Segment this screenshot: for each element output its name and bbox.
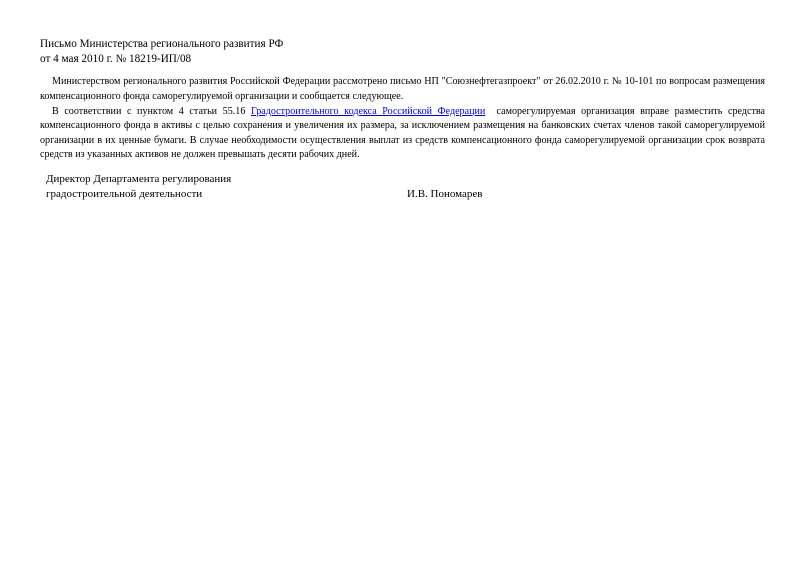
document-body — [40, 75, 768, 163]
signature-block — [46, 172, 231, 201]
code-reference-link[interactable]: Градостроительного кодекса Российской Федерации — [251, 105, 486, 117]
signature-title-line-1: Директор Департамента регулирования — [46, 173, 232, 185]
document-date-number: от 4 мая 2010 г. № 18219-ИП/08 — [40, 52, 192, 65]
document-heading — [40, 37, 283, 66]
paragraph-2 — [40, 105, 768, 163]
document-title: Письмо Министерства регионального развития РФ — [40, 38, 284, 50]
paragraph-1: Министерством регионального развития Российской Федерации рассмотрено письмо НП "Союзнефтегазпроект" от 26.02.2010 г. № 10-101 по вопросам размещения компенсационного фонда саморегулируемой организации и сообщается следующее. — [40, 76, 765, 102]
paragraph-2-end: саморегулируемая организация вправе разместить средства компенсационного фонда в активы с целью сохранения и увеличения их размера, за исключением размещения на банковских счетах членов такой саморегулируемой организации в их ценные бумаги. В случае необходимости осуществления выплат из средств компенсационного фонда саморегулируемой организации срок возврата средств из указанных активов не должен превышать десяти рабочих дней. — [40, 105, 768, 160]
signatory-name: И.В. Пономарев — [407, 187, 483, 200]
signature-title-line-2: градостроительной деятельности — [46, 187, 203, 200]
paragraph-2-start: В соответствии с пунктом 4 статьи 55.16 — [52, 105, 251, 117]
